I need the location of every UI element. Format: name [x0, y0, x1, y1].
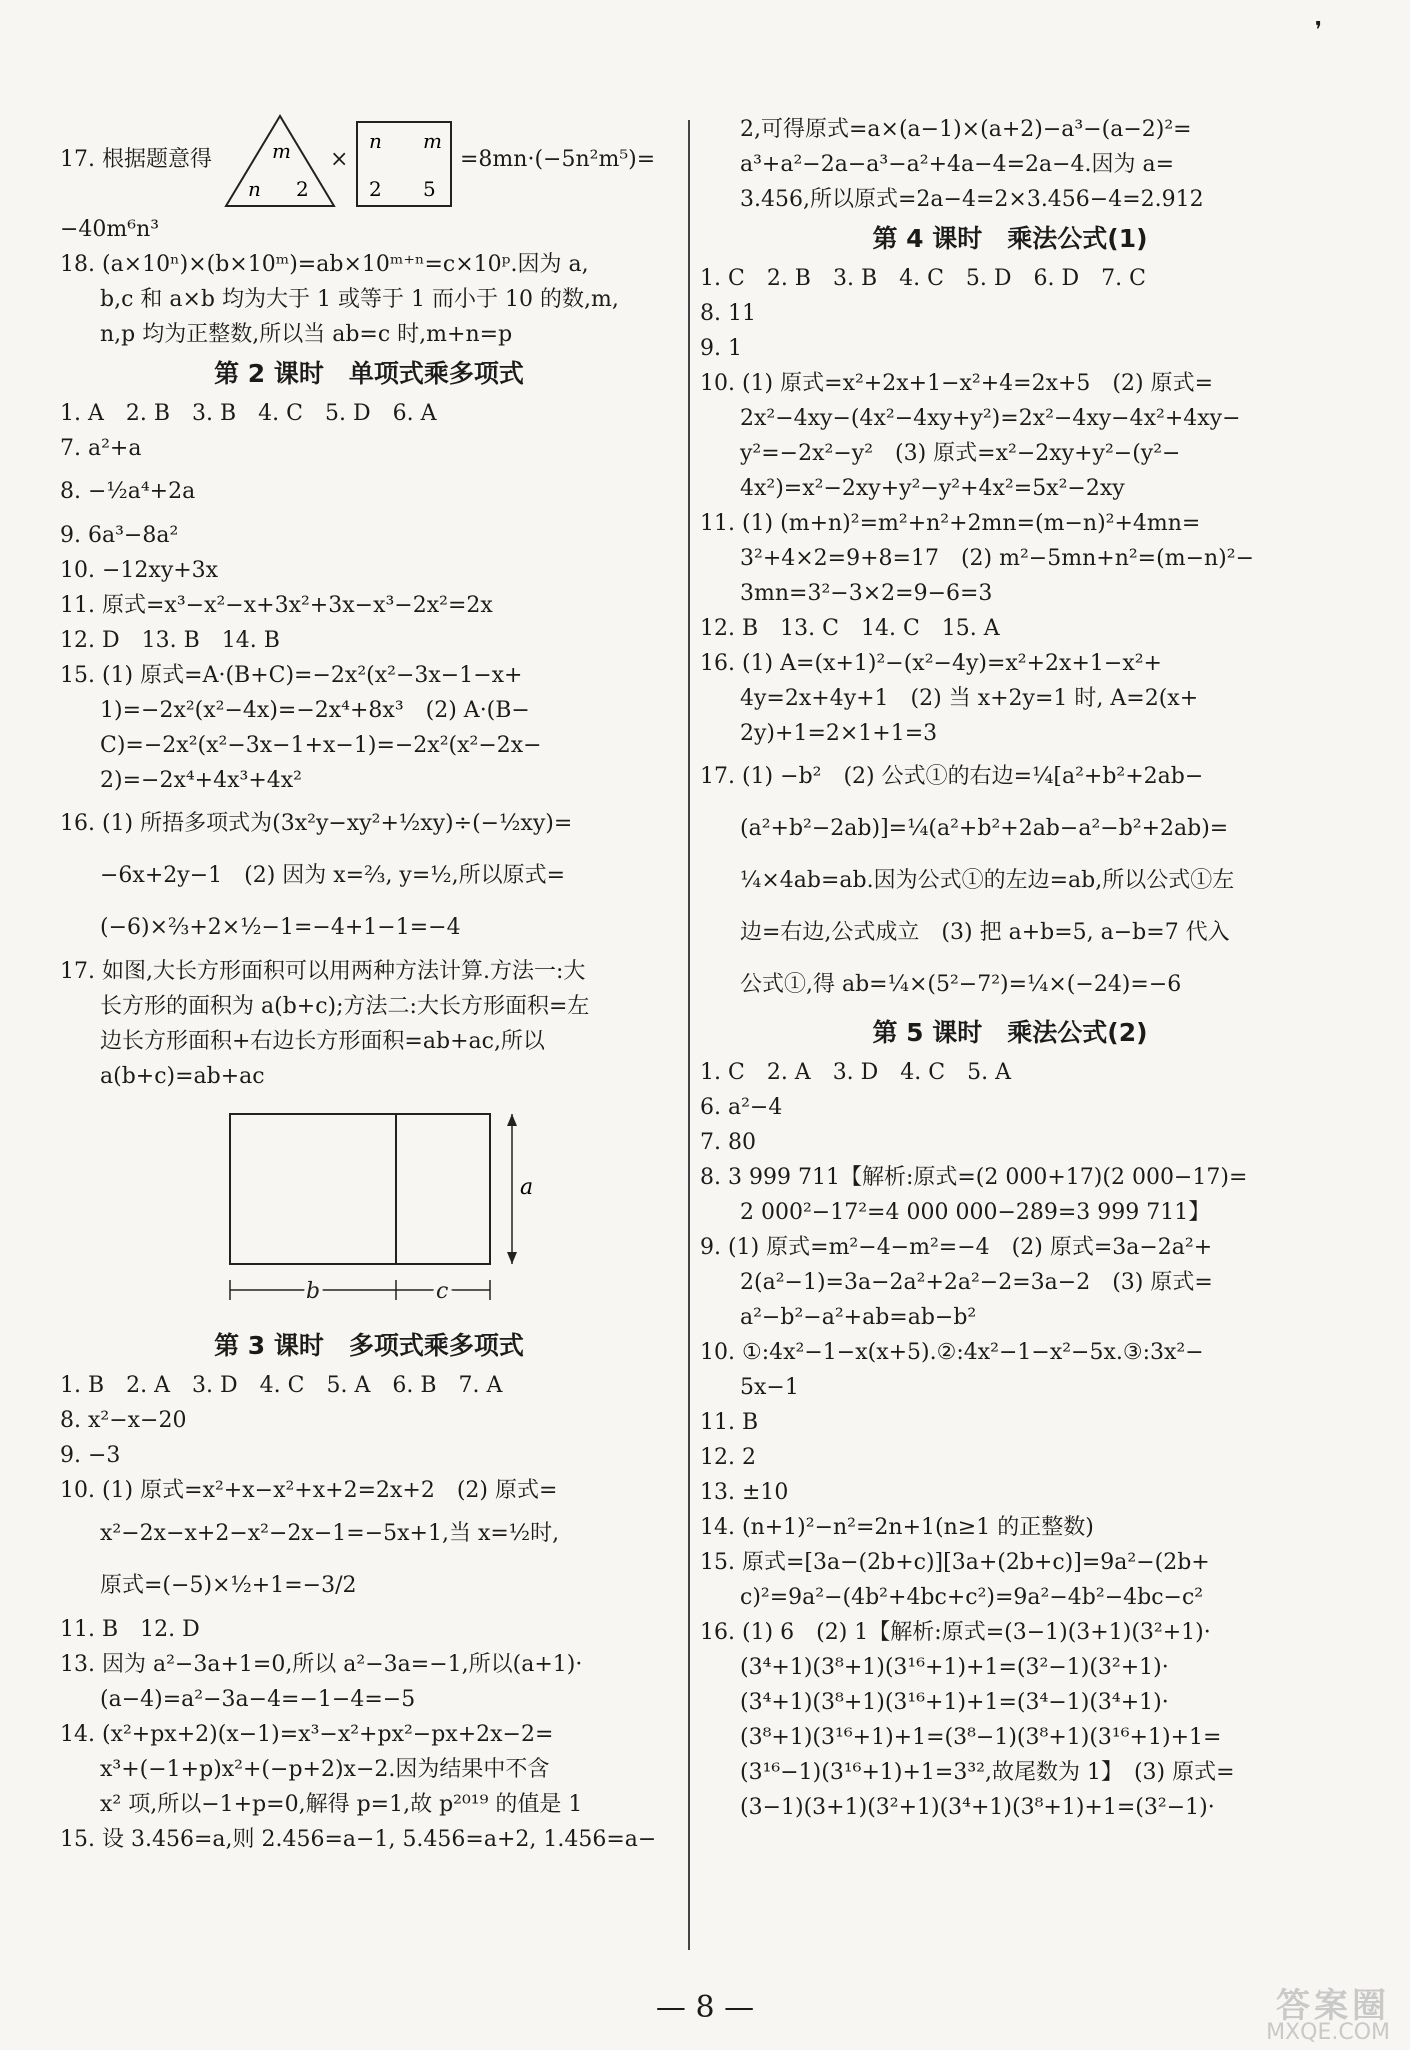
- answer-line: 13. ±10: [700, 1480, 789, 1505]
- answer-line: 11. 原式=x³−x²−x+3x²+3x−x³−2x²=2x: [60, 593, 493, 618]
- answer-line: 15. (1) 原式=A·(B+C)=−2x²(x²−3x−1−x+: [60, 663, 523, 688]
- answer-line: 15. 设 3.456=a,则 2.456=a−1, 5.456=a+2, 1.456=a−: [60, 1827, 657, 1852]
- right-column: [700, 112, 1320, 1825]
- section-title-5: 第 5 课时 乘法公式(2): [872, 1018, 1148, 1047]
- answer-line: 6. a²−4: [700, 1095, 783, 1120]
- answer-line: 15. 原式=[3a−(2b+c)][3a+(2b+c)]=9a²−(2b+: [700, 1550, 1210, 1575]
- answer-line: 14. (n+1)²−n²=2n+1(n≥1 的正整数): [700, 1515, 1094, 1540]
- answer-line: 7. 80: [700, 1130, 756, 1155]
- answer-line: 3.456,所以原式=2a−4=2×3.456−4=2.912: [740, 187, 1204, 212]
- answer-line: 10. (1) 原式=x²+x−x²+x+2=2x+2 (2) 原式=: [60, 1478, 558, 1503]
- times-sign: ×: [330, 147, 349, 172]
- answer-line: 2x²−4xy−(4x²−4xy+y²)=2x²−4xy−4x²+4xy−: [740, 406, 1241, 431]
- answer-line: 2 000²−17²=4 000 000−289=3 999 711】: [740, 1200, 1211, 1225]
- rectangle-diagram: [60, 1094, 678, 1324]
- answer-line: 9. −3: [60, 1443, 121, 1468]
- answer-line: x² 项,所以−1+p=0,解得 p=1,故 p²⁰¹⁹ 的值是 1: [100, 1792, 583, 1817]
- answer-line: 16. (1) 6 (2) 1【解析:原式=(3−1)(3+1)(3²+1)·: [700, 1620, 1211, 1645]
- answer-line: 17. 如图,大长方形面积可以用两种方法计算.方法一:大: [60, 959, 586, 984]
- section-title-4: 第 4 课时 乘法公式(1): [872, 224, 1148, 253]
- answer-line: c)²=9a²−(4b²+4bc+c²)=9a²−4b²−4bc−c²: [740, 1585, 1204, 1610]
- answer-line: 5x−1: [740, 1375, 799, 1400]
- answer-line: a(b+c)=ab+ac: [100, 1064, 265, 1089]
- answer-line: x³+(−1+p)x²+(−p+2)x−2.因为结果中不含: [100, 1757, 550, 1782]
- box-tl: n: [369, 129, 382, 153]
- answer-line: 16. (1) A=(x+1)²−(x²−4y)=x²+2x+1−x²+: [700, 651, 1162, 676]
- answer-line: 3mn=3²−3×2=9−6=3: [740, 581, 993, 606]
- box-tr: m: [423, 129, 442, 153]
- page-number: — 8 —: [655, 1990, 755, 2025]
- answer-line: 13. 因为 a²−3a+1=0,所以 a²−3a=−1,所以(a+1)·: [60, 1652, 583, 1677]
- tri-bl: n: [248, 177, 261, 201]
- answer-line: (3¹⁶−1)(3¹⁶+1)+1=3³²,故尾数为 1】 (3) 原式=: [740, 1760, 1235, 1785]
- tri-br: 2: [296, 177, 309, 201]
- answer-line: 1)=−2x²(x²−4x)=−2x⁴+8x³ (2) A·(B−: [100, 698, 530, 723]
- answer-line: 8. x²−x−20: [60, 1408, 187, 1433]
- answer-line: 10. ①:4x²−1−x(x+5).②:4x²−1−x²−5x.③:3x²−: [700, 1340, 1204, 1365]
- answer-line: 2(a²−1)=3a−2a²+2a²−2=3a−2 (3) 原式=: [740, 1270, 1213, 1295]
- rect-label-c: c: [436, 1279, 449, 1304]
- q17-rhs: =8mn·(−5n²m⁵)=: [460, 147, 656, 172]
- answer-line: 长方形的面积为 a(b+c);方法二:大长方形面积=左: [100, 994, 590, 1019]
- answer-line: 7. a²+a: [60, 436, 142, 461]
- answer-line: 10. (1) 原式=x²+2x+1−x²+4=2x+5 (2) 原式=: [700, 371, 1214, 396]
- triangle-figure: [220, 112, 340, 212]
- answer-line: (a−4)=a²−3a−4=−1−4=−5: [100, 1687, 416, 1712]
- answer-line: 4x²)=x²−2xy+y²−y²+4x²=5x²−2xy: [740, 476, 1125, 501]
- answer-line: ¼×4ab=ab.因为公式①的左边=ab,所以公式①左: [740, 868, 1235, 893]
- box-bl: 2: [369, 177, 382, 201]
- box-figure: [355, 120, 455, 210]
- rectangle-figure: [60, 1094, 678, 1324]
- answer-line: 11. B 12. D: [60, 1617, 200, 1642]
- answer-line: (3⁸+1)(3¹⁶+1)+1=(3⁸−1)(3⁸+1)(3¹⁶+1)+1=: [740, 1725, 1222, 1750]
- q17-label: 17. 根据题意得: [60, 147, 212, 172]
- answer-line: 11. B: [700, 1410, 759, 1435]
- q17-figure-row: [60, 112, 678, 212]
- box-br: 5: [423, 177, 436, 201]
- answer-line: 9. (1) 原式=m²−4−m²=−4 (2) 原式=3a−2a²+: [700, 1235, 1213, 1260]
- q18-line: 18. (a×10ⁿ)×(b×10ᵐ)=ab×10ᵐ⁺ⁿ=c×10ᵖ.因为 a,: [60, 252, 589, 277]
- answer-line: (3⁴+1)(3⁸+1)(3¹⁶+1)+1=(3²−1)(3²+1)·: [740, 1655, 1169, 1680]
- answer-line: 12. D 13. B 14. B: [60, 628, 280, 653]
- answer-line: 8. 3 999 711【解析:原式=(2 000+17)(2 000−17)=: [700, 1165, 1248, 1190]
- q17-result: −40m⁶n³: [60, 217, 160, 242]
- q18-line: b,c 和 a×b 均为大于 1 或等于 1 而小于 10 的数,m,: [100, 287, 619, 312]
- left-column: [60, 112, 678, 1857]
- answer-line: 原式=(−5)×½+1=−3/2: [100, 1573, 357, 1598]
- answer-line: 1. A 2. B 3. B 4. C 5. D 6. A: [60, 401, 437, 426]
- answer-page: ❜ 17. 根据题意得 m n 2 × n m 2 5 =8mn·(−5n²m⁵)= −40m⁶n³ 18. (a×10ⁿ)×(b×10ᵐ)=ab×10ᵐ⁺ⁿ=c×10ᵖ.因为 a, b,c 和 a×b 均为大于 1 或等于 1 而小于 10 的数,m, n,p 均为正整数,所以当 ab=c 时,m+n=p 第 2 课时 单项式乘多项式 1. A 2. B 3. B 4. C 5. D 6. A 7. a²+a 8. −½a⁴+2a 9. 6a³−8a² 10. −12xy+3x 11. 原式=x³−x²−x+3x²+3x−x³−2x²=2x 12. D 13. B 14. B 15. (1) 原式=A·(B+C)=−2x²(x²−3x−1−x+ 1)=−2x²(x²−4x)=−2x⁴+8x³ (2) A·(B− C)=−2x²(x²−3x−1+x−1)=−2x²(x²−2x− 2)=−2x⁴+4x³+4x² 16. (1) 所捂多项式为(3x²y−xy²+½xy)÷(−½xy)= −6x+2y−1 (2) 因为 x=⅔, y=½,所以原式= (−6)×⅔+2×½−1=−4+1−1=−4 17. 如图,大长方形面积可以用两种方法计算.方法一:大 长方形的面积为 a(b+c);方法二:大长方形面积=左 边长方形面积+右边长方形面积=ab+ac,所以 a(b+c)=ab+ac a b c 第 3 课时 多项式乘多项式 1. B 2. A 3. D 4. C 5. A 6. B 7. A 8. x²−x−20 9. −3 10. (1) 原式=x²+x−x²+x+2=2x+2 (2) 原式= x²−2x−x+2−x²−2x−1=−5x+1,当 x=½时, 原式=(−5)×½+1=−3/2 11. B 12. D 13. 因为 a²−3a+1=0,所以 a²−3a=−1,所以(a+1)· (a−4)=a²−3a−4=−1−4=−5 14. (x²+px+2)(x−1)=x³−x²+px²−px+2x−2= x³+(−1+p)x²+(−p+2)x−2.因为结果中不含 x² 项,所以−1+p=0,解得 p=1,故 p²⁰¹⁹ 的值是 1 15. 设 3.456=a,则 2.456=a−1, 5.456=a+2, 1.456=a− 2,可得原式=a×(a−1)×(a+2)−a³−(a−2)²= a³+a²−2a−a³−a²+4a−4=2a−4.因为 a= 3.456,所以原式=2a−4=2×3.456−4=2.912 第 4 课时 乘法公式(1) 1. C 2. B 3. B 4. C 5. D 6. D 7. C 8. 11 9. 1 10. (1) 原式=x²+2x+1−x²+4=2x+5 (2) 原式= 2x²−4xy−(4x²−4xy+y²)=2x²−4xy−4x²+4xy− y²=−2x²−y² (3) 原式=x²−2xy+y²−(y²− 4x²)=x²−2xy+y²−y²+4x²=5x²−2xy 11. (1) (m+n)²=m²+n²+2mn=(m−n)²+4mn= 3²+4×2=9+8=17 (2) m²−5mn+n²=(m−n)²− 3mn=3²−3×2=9−6=3 12. B 13. C 14. C 15. A 16. (1) A=(x+1)²−(x²−4y)=x²+2x+1−x²+ 4y=2x+4y+1 (2) 当 x+2y=1 时, A=2(x+ 2y)+1=2×1+1=3 17. (1) −b² (2) 公式①的右边=¼[a²+b²+2ab− (a²+b²−2ab)]=¼(a²+b²+2ab−a²−b²+2ab)= ¼×4ab=ab.因为公式①的左边=ab,所以公式①左 边=右边,公式成立 (3) 把 a+b=5, a−b=7 代入 公式①,得 ab=¼×(5²−7²)=¼×(−24)=−6 第 5 课时 乘法公式(2) 1. C 2. A 3. D 4. C 5. A 6. a²−4 7. 80 8. 3 999 711【解析:原式=(2 000+17)(2 000−17)= 2 000²−17²=4 000 000−289=3 999 711】 9. (1) 原式=m²−4−m²=−4 (2) 原式=3a−2a²+ 2(a²−1)=3a−2a²+2a²−2=3a−2 (3) 原式= a²−b²−a²+ab=ab−b² 10. ①:4x²−1−x(x+5).②:4x²−1−x²−5x.③:3x²− 5x−1 11. B 12. 2 13. ±10 14. (n+1)²−n²=2n+1(n≥1 的正整数) 15. 原式=[3a−(2b+c)][3a+(2b+c)]=9a²−(2b+ c)²=9a²−(4b²+4bc+c²)=9a²−4b²−4bc−c² 16. (1) 6 (2) 1【解析:原式=(3−1)(3+1)(3²+1)· (3⁴+1)(3⁸+1)(3¹⁶+1)+1=(3²−1)(3²+1)· (3⁴+1)(3⁸+1)(3¹⁶+1)+1=(3⁴−1)(3⁴+1)· (3⁸+1)(3¹⁶+1)+1=(3⁸−1)(3⁸+1)(3¹⁶+1)+1= (3¹⁶−1)(3¹⁶+1)+1=3³²,故尾数为 1】 (3) 原式= (3−1)(3+1)(3²+1)(3⁴+1)(3⁸+1)+1=(3²−1)· — 8 — 答案圈 MXQE.COM: [0, 0, 1410, 2050]
- answer-line: 2)=−2x⁴+4x³+4x²: [100, 768, 302, 793]
- answer-line: 8. −½a⁴+2a: [60, 479, 196, 504]
- answer-line: 3²+4×2=9+8=17 (2) m²−5mn+n²=(m−n)²−: [740, 546, 1255, 571]
- answer-line: x²−2x−x+2−x²−2x−1=−5x+1,当 x=½时,: [100, 1521, 560, 1546]
- rect-label-b: b: [306, 1279, 321, 1304]
- watermark-logo: 答案圈: [1276, 1986, 1390, 2026]
- answer-line: 边长方形面积+右边长方形面积=ab+ac,所以: [100, 1029, 545, 1054]
- answer-line: −6x+2y−1 (2) 因为 x=⅔, y=½,所以原式=: [100, 863, 566, 888]
- answer-line: (a²+b²−2ab)]=¼(a²+b²+2ab−a²−b²+2ab)=: [740, 816, 1229, 841]
- q18-line: n,p 均为正整数,所以当 ab=c 时,m+n=p: [100, 322, 513, 347]
- answer-line: 16. (1) 所捂多项式为(3x²y−xy²+½xy)÷(−½xy)=: [60, 811, 573, 836]
- answer-line: 14. (x²+px+2)(x−1)=x³−x²+px²−px+2x−2=: [60, 1722, 554, 1747]
- answer-line: 公式①,得 ab=¼×(5²−7²)=¼×(−24)=−6: [740, 972, 1182, 997]
- answer-line: a³+a²−2a−a³−a²+4a−4=2a−4.因为 a=: [740, 152, 1175, 177]
- answer-line: 12. B 13. C 14. C 15. A: [700, 616, 1000, 641]
- section-title-3: 第 3 课时 多项式乘多项式: [214, 1331, 524, 1360]
- answer-line: (−6)×⅔+2×½−1=−4+1−1=−4: [100, 915, 461, 940]
- answer-line: 17. (1) −b² (2) 公式①的右边=¼[a²+b²+2ab−: [700, 764, 1204, 789]
- answer-line: a²−b²−a²+ab=ab−b²: [740, 1305, 977, 1330]
- watermark-url: MXQE.COM: [1266, 2020, 1390, 2045]
- answer-line: 9. 6a³−8a²: [60, 523, 179, 548]
- answer-line: 1. C 2. A 3. D 4. C 5. A: [700, 1060, 1011, 1085]
- answer-line: y²=−2x²−y² (3) 原式=x²−2xy+y²−(y²−: [740, 441, 1181, 466]
- tri-top: m: [272, 139, 291, 163]
- answer-line: 8. 11: [700, 301, 756, 326]
- rect-label-a: a: [520, 1175, 534, 1200]
- answer-line: 2,可得原式=a×(a−1)×(a+2)−a³−(a−2)²=: [740, 117, 1192, 142]
- answer-line: 1. C 2. B 3. B 4. C 5. D 6. D 7. C: [700, 266, 1146, 291]
- answer-line: (3⁴+1)(3⁸+1)(3¹⁶+1)+1=(3⁴−1)(3⁴+1)·: [740, 1690, 1169, 1715]
- answer-line: 9. 1: [700, 336, 742, 361]
- answer-line: 2y)+1=2×1+1=3: [740, 721, 938, 746]
- answer-line: 10. −12xy+3x: [60, 558, 219, 583]
- answer-line: 11. (1) (m+n)²=m²+n²+2mn=(m−n)²+4mn=: [700, 511, 1201, 536]
- section-title-2: 第 2 课时 单项式乘多项式: [214, 359, 524, 388]
- answer-line: 1. B 2. A 3. D 4. C 5. A 6. B 7. A: [60, 1373, 503, 1398]
- answer-line: (3−1)(3+1)(3²+1)(3⁴+1)(3⁸+1)+1=(3²−1)·: [740, 1795, 1215, 1820]
- column-divider: [688, 120, 690, 1950]
- answer-line: 12. 2: [700, 1445, 756, 1470]
- answer-line: 边=右边,公式成立 (3) 把 a+b=5, a−b=7 代入: [740, 920, 1230, 945]
- answer-line: C)=−2x²(x²−3x−1+x−1)=−2x²(x²−2x−: [100, 733, 542, 758]
- answer-line: 4y=2x+4y+1 (2) 当 x+2y=1 时, A=2(x+: [740, 686, 1199, 711]
